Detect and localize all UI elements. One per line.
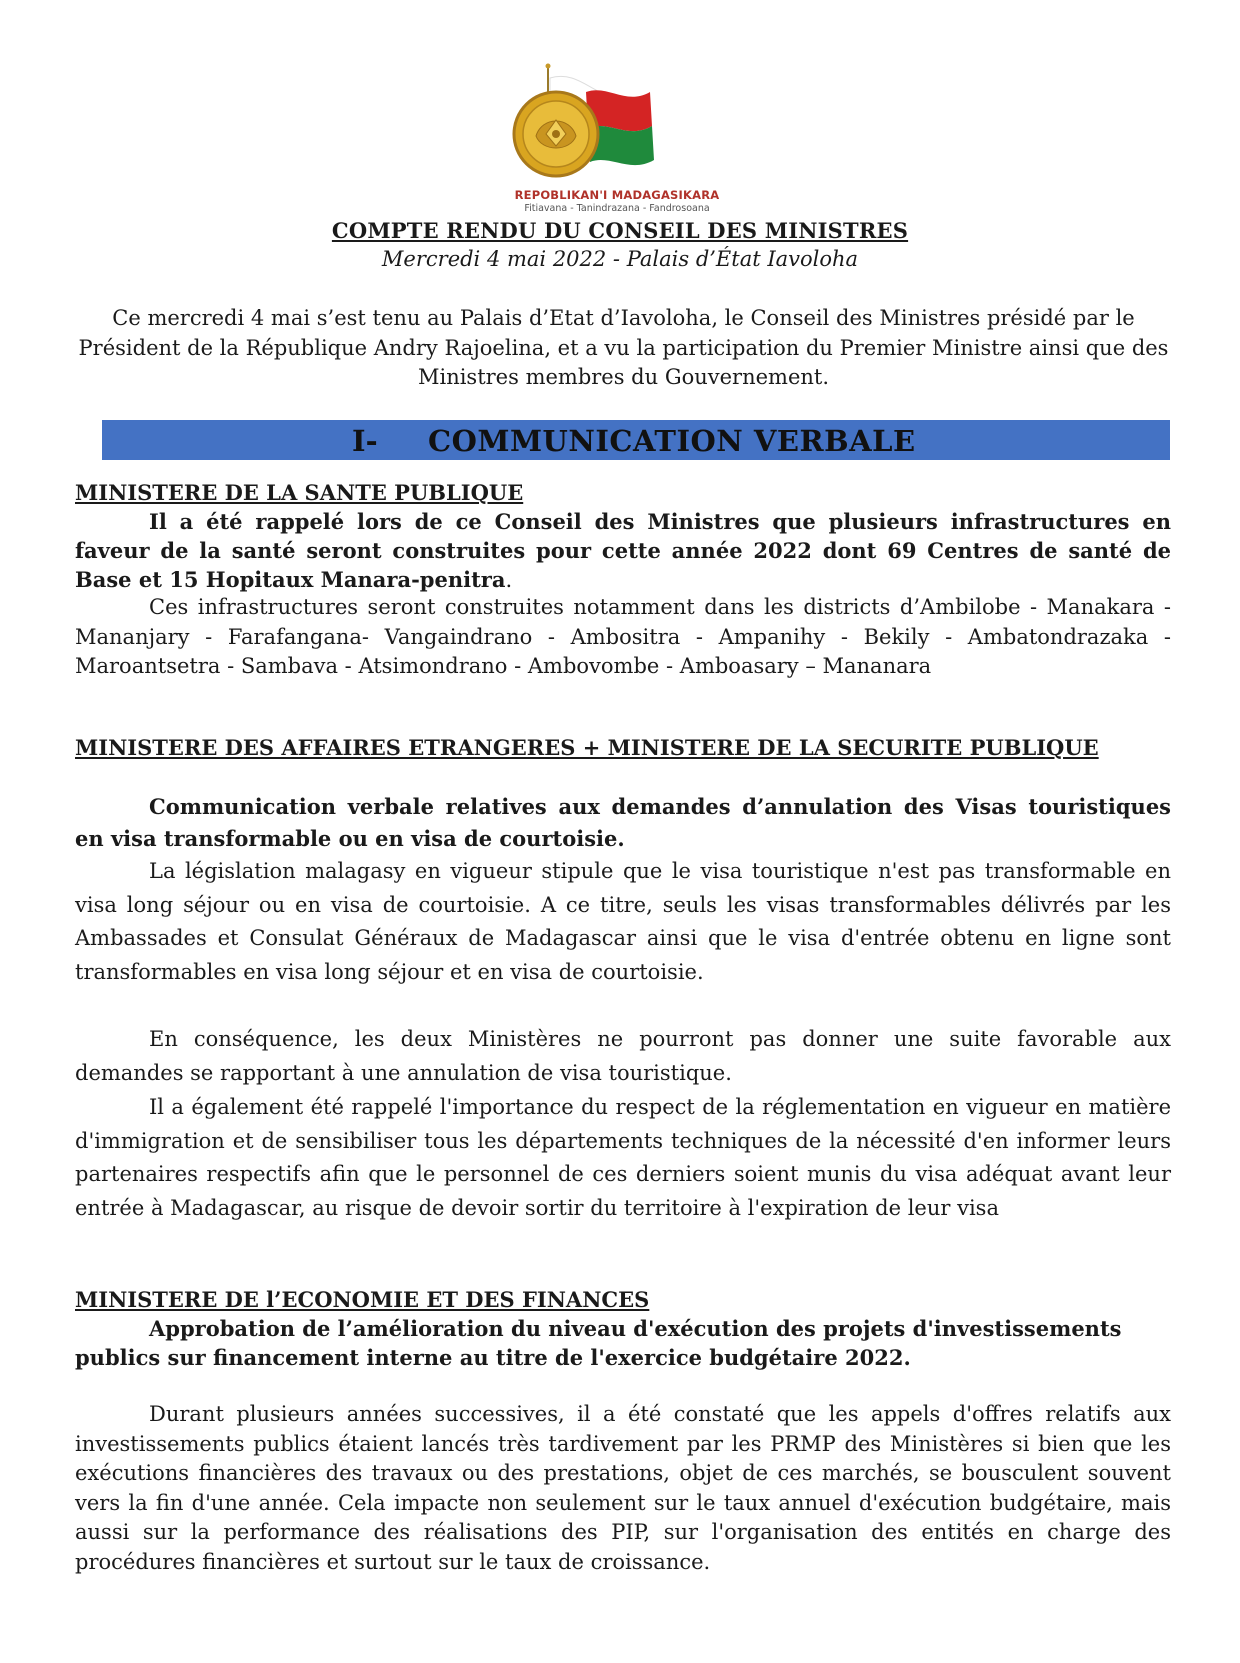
logo-motto: Fitiavana - Tanindrazana - Fandrosoana bbox=[524, 203, 710, 214]
affaires-paragraph-1: La législation malagasy en vigueur stipule que le visa touristique n'est pas transformable en visa long séjour ou en visa de courtoisie. A ce titre, seuls les visas transformables délivrés par les Ambassades et Consulat Généraux de Madagascar ainsi que le visa d'entrée obtenu en ligne sont transformables en visa long séjour et en visa de courtoisie. bbox=[75, 859, 1171, 984]
section-title: COMMUNICATION VERBALE bbox=[428, 424, 916, 458]
sante-body: Ces infrastructures seront construites notamment dans les districts d’Ambilobe - Manakara - Mananjary - Farafangana- Vangaindrano - Ambositra - Ampanihy - Bekily - Ambatondrazaka - Maroantsetra - Sambava - Atsimondrano - Ambovombe - Amboasary – Mananara bbox=[75, 595, 1171, 678]
affaires-paragraph-2: En conséquence, les deux Ministères ne pourront pas donner une suite favorable aux demandes se rapportant à une annulation de visa touristique. bbox=[75, 1027, 1171, 1085]
sante-lead bbox=[75, 507, 1171, 595]
seal-and-flag-icon bbox=[500, 62, 740, 192]
republic-logo bbox=[500, 62, 740, 212]
affaires-paragraph-3: Il a également été rappelé l'importance du respect de la réglementation en vigueur en matière d'immigration et de sensibiliser tous les départements techniques de la nécessité d'en informer leurs partenaires respectifs afin que le personnel de ces derniers soient munis du visa adéquat avant leur entrée à Madagascar, au risque de devoir sortir du territoire à l'expiration de leur visa bbox=[75, 1095, 1171, 1220]
sante-lead-end: . bbox=[505, 568, 513, 592]
logo-republic-name: REPOBLIKAN'I MADAGASIKARA bbox=[514, 188, 720, 202]
sante-heading: MINISTERE DE LA SANTE PUBLIQUE bbox=[75, 480, 524, 505]
document-title: COMPTE RENDU DU CONSEIL DES MINISTRES bbox=[331, 218, 909, 243]
economie-lead: Approbation de l’amélioration du niveau d'exécution des projets d'investissements publics sur financement interne au titre de l'exercice budgétaire 2022. bbox=[75, 1316, 1122, 1370]
affaires-heading: MINISTERE DES AFFAIRES ETRANGERES + MINISTERE DE LA SECURITE PUBLIQUE bbox=[75, 735, 1099, 760]
affaires-lead: Communication verbale relatives aux demandes d’annulation des Visas touristiques en visa transformable ou en visa de courtoisie. bbox=[75, 794, 1171, 851]
economie-heading: MINISTERE DE l’ECONOMIE ET DES FINANCES bbox=[75, 1287, 650, 1312]
section-banner bbox=[102, 420, 1170, 460]
economie-body: Durant plusieurs années successives, il a été constaté que les appels d'offres relatifs aux investissements publics étaient lancés très tardivement par les PRMP des Ministères si bien que les exécutions financières des travaux ou des prestations, objet de ces marchés, se bousculent souvent vers la fin d'une année. Cela impacte non seulement sur le taux annuel d'exécution budgétaire, mais aussi sur la performance des réalisations des PIP, sur l'organisation des entités en charge des procédures financières et surtout sur le taux de croissance. bbox=[75, 1402, 1171, 1574]
intro-paragraph: Ce mercredi 4 mai s’est tenu au Palais d’Etat d’Iavoloha, le Conseil des Ministres présidé par le Président de la République Andry Rajoelina, et a vu la participation du Premier Ministre ainsi que des Ministres membres du Gouvernement. bbox=[78, 306, 1169, 389]
section-number: I- bbox=[352, 424, 378, 458]
sante-lead-text: Il a été rappelé lors de ce Conseil des Ministres que plusieurs infrastructures en faveur de la santé seront construites pour cette année 2022 dont 69 Centres de santé de Base et 15 Hopitaux Manara-penitra bbox=[75, 509, 1171, 592]
document-subtitle: Mercredi 4 mai 2022 - Palais d’État Iavoloha bbox=[381, 247, 859, 271]
